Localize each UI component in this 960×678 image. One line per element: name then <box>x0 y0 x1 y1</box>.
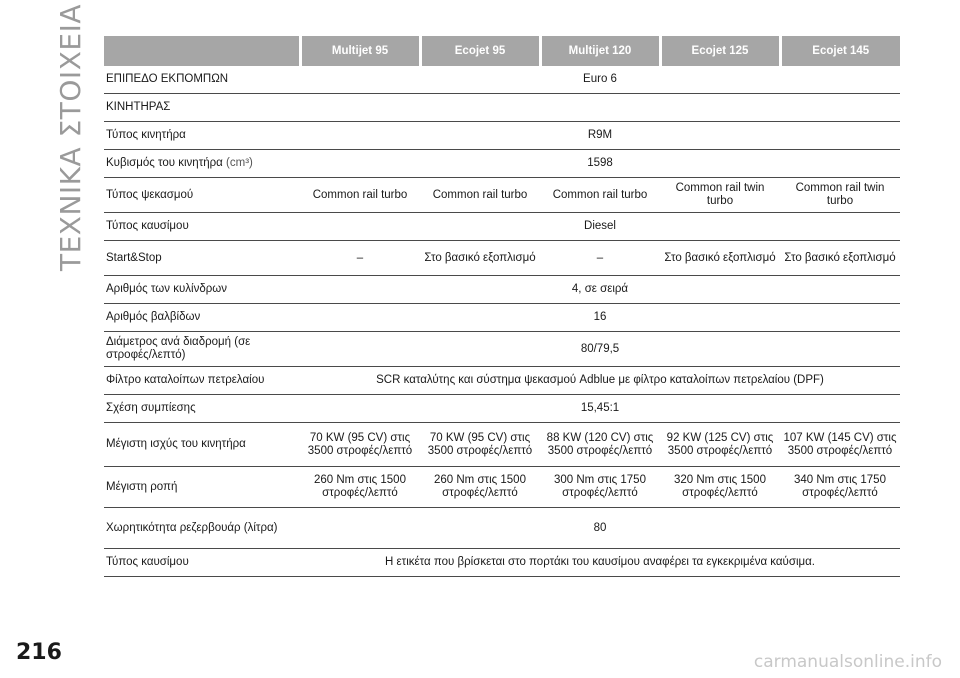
row-label: ΚΙΝΗΤΗΡΑΣ <box>104 94 300 122</box>
row-label: Μέγιστη ροπή <box>104 467 300 508</box>
column-header-ecojet-125: Ecojet 125 <box>660 36 780 66</box>
row-value: 15,45:1 <box>300 395 900 423</box>
section-side-title <box>52 3 88 271</box>
cell-value: – <box>540 241 660 276</box>
row-value: Η ετικέτα που βρίσκεται στο πορτάκι του καυσίμου αναφέρει τα εγκεκριμένα καύσιμα. <box>300 549 900 577</box>
row-value: R9M <box>300 122 900 150</box>
cell-value: Common rail turbo <box>540 178 660 213</box>
row-cylinders <box>104 276 900 304</box>
row-label: Κυβισμός του κινητήρα <box>106 157 223 169</box>
row-displacement <box>104 150 900 178</box>
row-label: Διάμετρος ανά διαδρομή (σε στροφές/λεπτό) <box>104 332 300 367</box>
column-header-multijet-120: Multijet 120 <box>540 36 660 66</box>
row-value: 16 <box>300 304 900 332</box>
row-value: Euro 6 <box>300 66 900 94</box>
row-max-power <box>104 423 900 467</box>
row-injection-type <box>104 178 900 213</box>
watermark: carmanualsonline.info <box>753 652 942 672</box>
row-engine-type <box>104 122 900 150</box>
cell-value: Common rail turbo <box>420 178 540 213</box>
cell-value: 107 KW (145 CV) στις 3500 στροφές/λεπτό <box>780 423 900 467</box>
cell-value: 92 KW (125 CV) στις 3500 στροφές/λεπτό <box>660 423 780 467</box>
cell-value: – <box>300 241 420 276</box>
row-compression-ratio <box>104 395 900 423</box>
row-bore-stroke <box>104 332 900 367</box>
row-value: 4, σε σειρά <box>300 276 900 304</box>
row-label: Τύπος καυσίμου <box>104 549 300 577</box>
row-label: Τύπος καυσίμου <box>104 213 300 241</box>
cell-value: 260 Nm στις 1500 στροφές/λεπτό <box>420 467 540 508</box>
row-label: Τύπος ψεκασμού <box>104 178 300 213</box>
row-label: Αριθμός των κυλίνδρων <box>104 276 300 304</box>
row-fuel-type-note <box>104 549 900 577</box>
row-value: 80 <box>300 508 900 549</box>
row-particulate-filter <box>104 367 900 395</box>
section-side-title-text: ΤΕΧΝΙΚΑ ΣΤΟΙΧΕΙΑ <box>53 3 87 271</box>
table-header-row <box>104 36 900 66</box>
cell-value: Common rail twin turbo <box>660 178 780 213</box>
row-label: ΕΠΙΠΕΔΟ ΕΚΠΟΜΠΩΝ <box>104 66 300 94</box>
cell-value: Common rail turbo <box>300 178 420 213</box>
row-start-stop <box>104 241 900 276</box>
header-label-cell <box>104 36 300 66</box>
row-value: Diesel <box>300 213 900 241</box>
row-label: Start&Stop <box>104 241 300 276</box>
row-value: 80/79,5 <box>300 332 900 367</box>
cell-value: Στο βασικό εξοπλισμό <box>780 241 900 276</box>
engine-specs-table <box>104 36 900 577</box>
cell-value: 300 Nm στις 1750 στροφές/λεπτό <box>540 467 660 508</box>
row-label: Φίλτρο καταλοίπων πετρελαίου <box>104 367 300 395</box>
cell-value: 70 KW (95 CV) στις 3500 στροφές/λεπτό <box>300 423 420 467</box>
row-label: Τύπος κινητήρα <box>104 122 300 150</box>
page-number: 216 <box>16 640 62 665</box>
cell-value: Στο βασικό εξοπλισμό <box>420 241 540 276</box>
cell-value: 88 KW (120 CV) στις 3500 στροφές/λεπτό <box>540 423 660 467</box>
row-label-cell <box>104 150 300 178</box>
row-label-unit: (cm³) <box>226 157 253 169</box>
row-valves <box>104 304 900 332</box>
cell-value: 260 Nm στις 1500 στροφές/λεπτό <box>300 467 420 508</box>
row-label: Σχέση συμπίεσης <box>104 395 300 423</box>
cell-value: Στο βασικό εξοπλισμό <box>660 241 780 276</box>
row-tank-capacity <box>104 508 900 549</box>
row-emission-level <box>104 66 900 94</box>
row-value: 1598 <box>300 150 900 178</box>
row-fuel-type <box>104 213 900 241</box>
column-header-multijet-95: Multijet 95 <box>300 36 420 66</box>
row-engine-section <box>104 94 900 122</box>
cell-value: 340 Nm στις 1750 στροφές/λεπτό <box>780 467 900 508</box>
row-label: Αριθμός βαλβίδων <box>104 304 300 332</box>
cell-value: 320 Nm στις 1500 στροφές/λεπτό <box>660 467 780 508</box>
column-header-ecojet-95: Ecojet 95 <box>420 36 540 66</box>
row-value <box>300 94 900 122</box>
cell-value: 70 KW (95 CV) στις 3500 στροφές/λεπτό <box>420 423 540 467</box>
column-header-ecojet-145: Ecojet 145 <box>780 36 900 66</box>
cell-value: Common rail twin turbo <box>780 178 900 213</box>
row-value: SCR καταλύτης και σύστημα ψεκασμού Adblue με φίλτρο καταλοίπων πετρελαίου (DPF) <box>300 367 900 395</box>
row-label: Χωρητικότητα ρεζερβουάρ (λίτρα) <box>104 508 300 549</box>
row-label: Μέγιστη ισχύς του κινητήρα <box>104 423 300 467</box>
row-max-torque <box>104 467 900 508</box>
